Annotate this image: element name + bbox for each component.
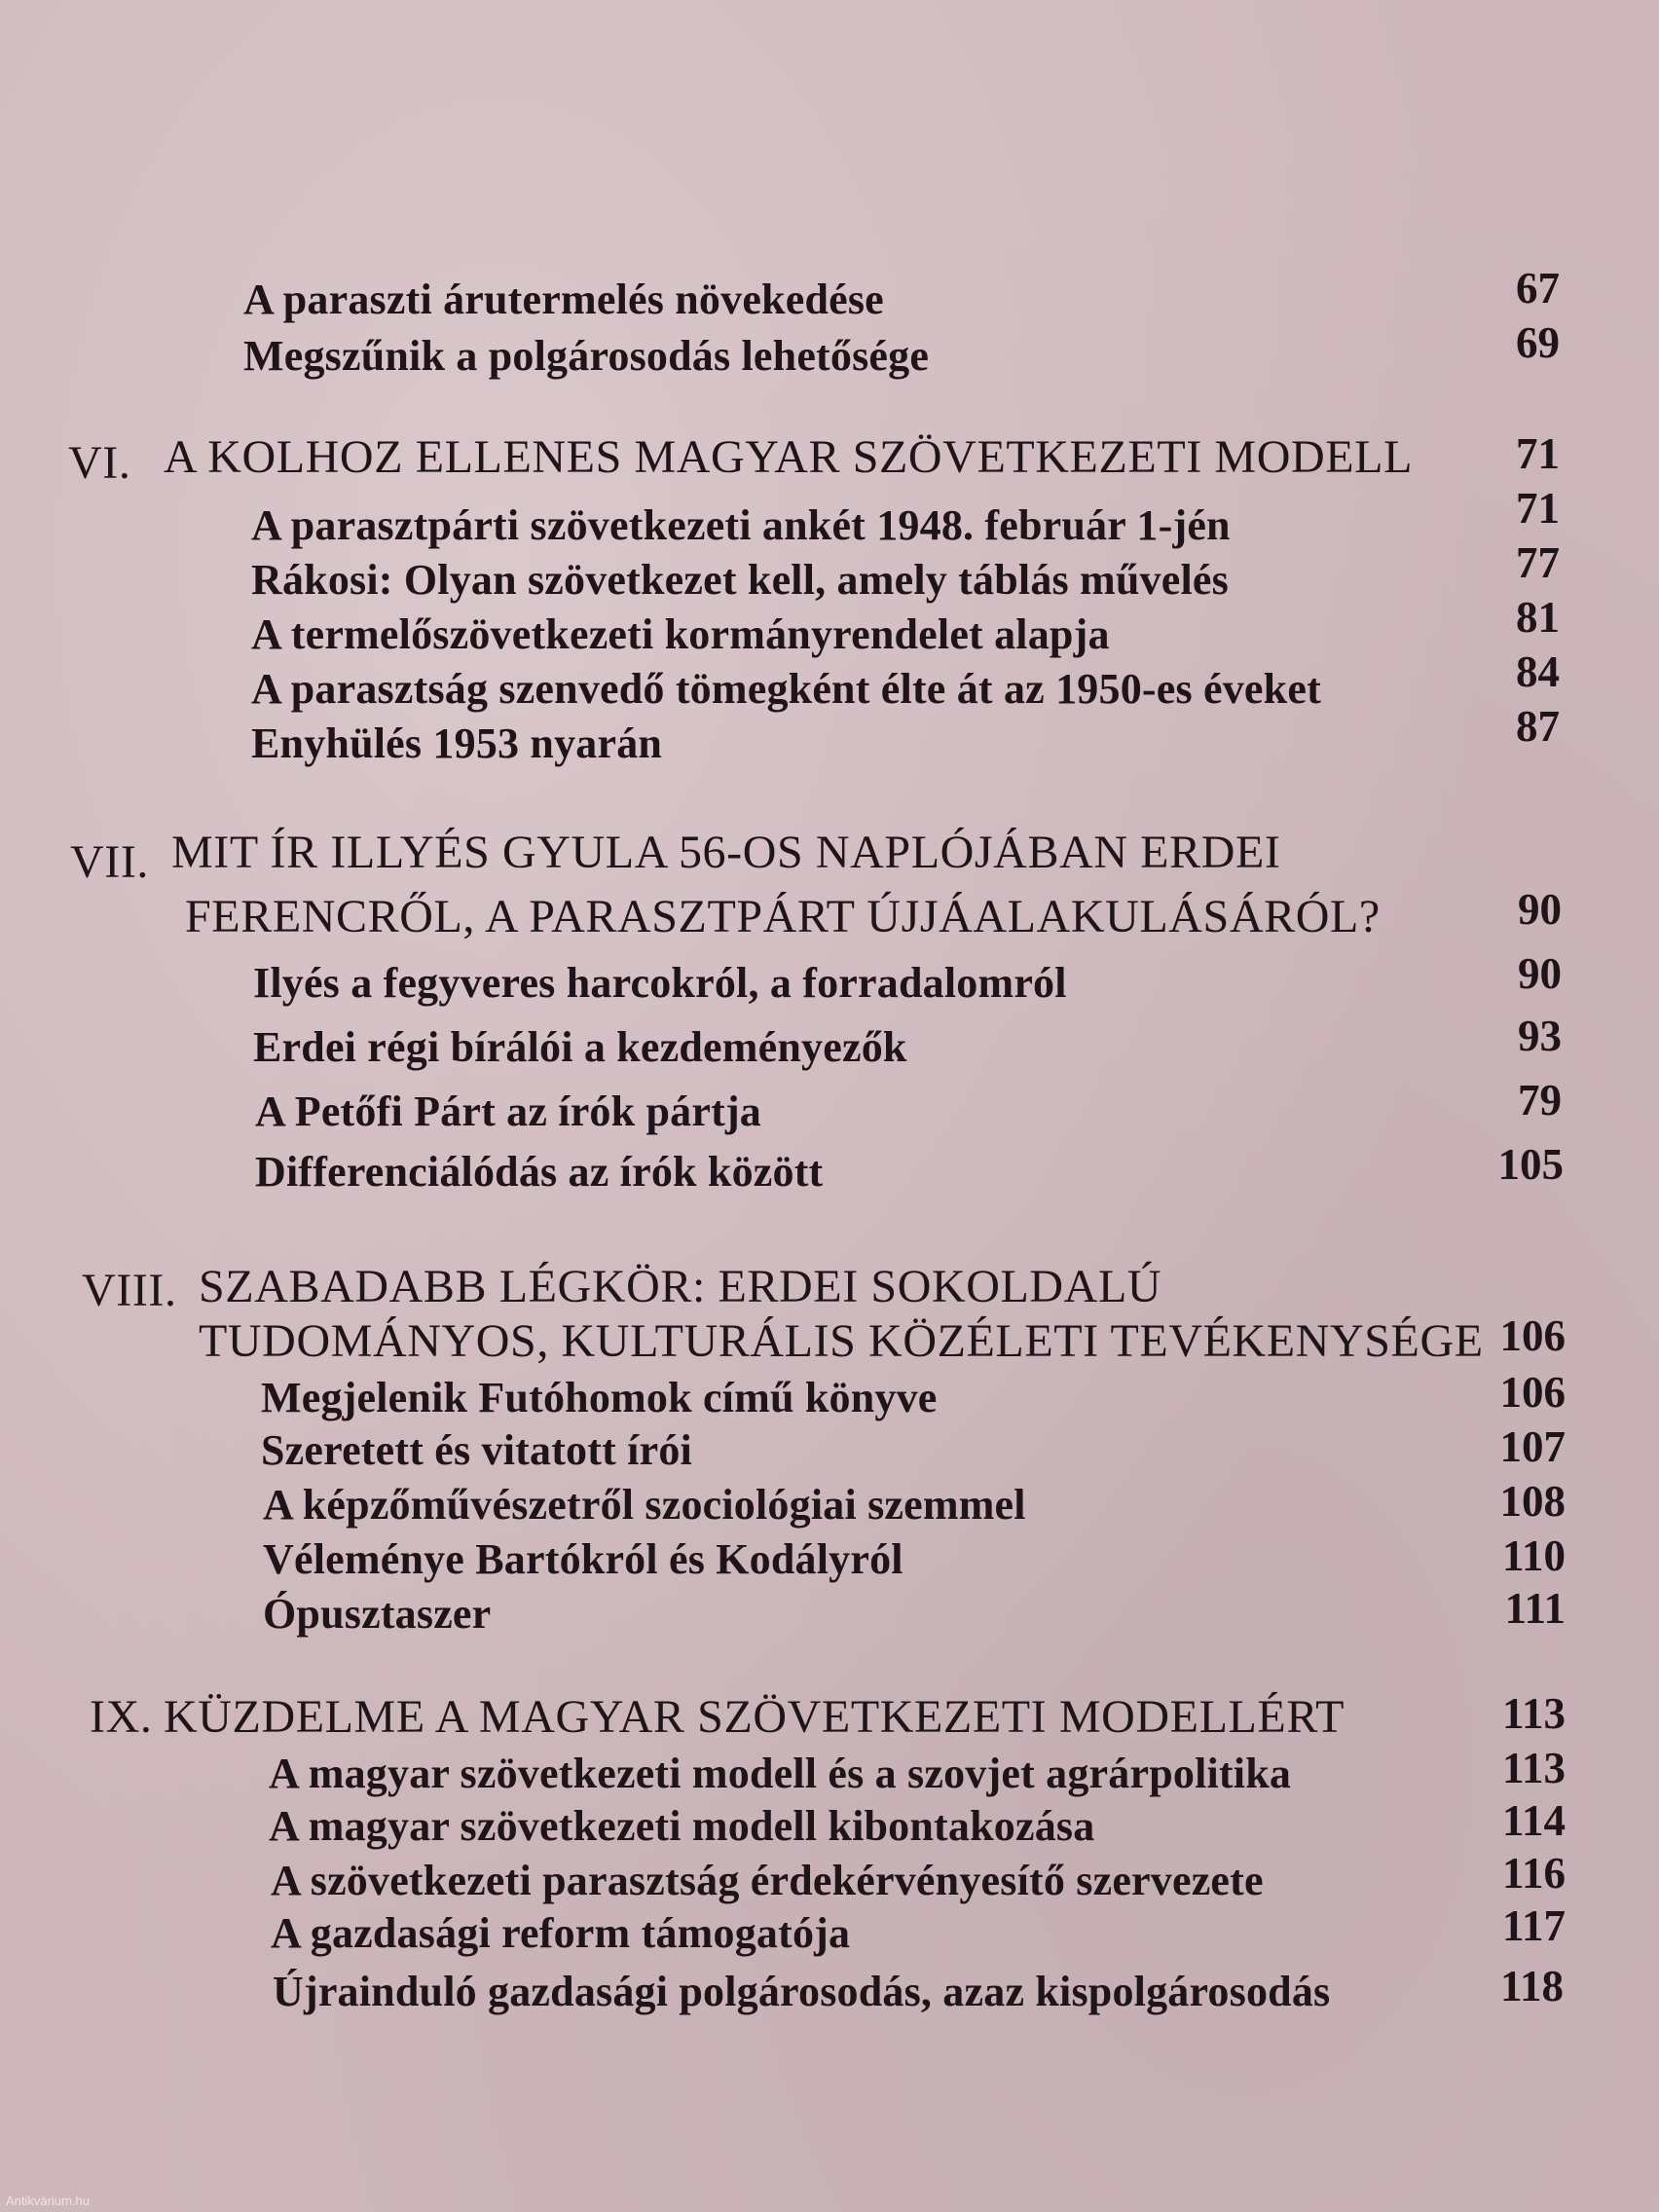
toc-entry-title: Szeretett és vitatott írói	[261, 1426, 692, 1474]
toc-entry-page: 107	[1499, 1422, 1566, 1471]
toc-entry-page: 118	[1499, 1962, 1564, 2010]
toc-entry-page: 106	[1499, 1311, 1566, 1360]
toc-entry-title: A Petőfi Párt az írók pártja	[255, 1088, 762, 1135]
watermark: Antikvárium.hu	[6, 2194, 90, 2208]
toc-entry-title: A magyar szövetkezeti modell kibontakozása	[269, 1802, 1095, 1850]
chapter-title: SZABADABB LÉGKÖR: ERDEI SOKOLDALÚ	[199, 1261, 1162, 1312]
chapter-title-continued: FERENCRŐL, A PARASZTPÁRT ÚJJÁALAKULÁSÁRÓL?	[185, 891, 1381, 942]
toc-entry-title: A képzőművészetről szociológiai szemmel	[263, 1481, 1026, 1529]
toc-entry-page: 79	[1518, 1076, 1562, 1124]
toc-entry-title: A szövetkezeti parasztság érdekérvényesítő szervezete	[271, 1857, 1264, 1904]
toc-entry-page: 90	[1518, 949, 1562, 998]
toc-entry-page: 106	[1499, 1368, 1566, 1417]
toc-entry-title: Megszűnik a polgárosodás lehetősége	[243, 332, 930, 380]
toc-entry-title: A paraszti árutermelés növekedése	[243, 276, 884, 323]
toc-entry-page: 110	[1501, 1531, 1566, 1580]
toc-entry-title: Újrainduló gazdasági polgárosodás, azaz kispolgárosodás	[273, 1968, 1331, 2015]
toc-entry-page: 77	[1516, 538, 1560, 587]
toc-entry-title: Enyhülés 1953 nyarán	[251, 719, 663, 767]
chapter-number: VII.	[70, 836, 150, 888]
toc-entry-page: 114	[1501, 1796, 1566, 1845]
toc-entry-page: 71	[1516, 429, 1560, 478]
toc-entry-title: A parasztság szenvedő tömegként élte át az 1950-es éveket	[251, 665, 1321, 713]
chapter-title: MIT ÍR ILLYÉS GYULA 56-OS NAPLÓJÁBAN ERDEI	[171, 827, 1281, 878]
chapter-number: IX.	[90, 1691, 153, 1743]
toc-entry-page: 81	[1516, 593, 1560, 642]
toc-entry-title: A gazdasági reform támogatója	[271, 1909, 851, 1957]
chapter-number: VIII.	[82, 1265, 177, 1316]
chapter-title: A KOLHOZ ELLENES MAGYAR SZÖVETKEZETI MODELL	[164, 431, 1413, 483]
toc-entry-title: A magyar szövetkezeti modell és a szovjet agrárpolitika	[269, 1750, 1292, 1797]
toc-entry-title: Véleménye Bartókról és Kodályról	[263, 1535, 903, 1583]
toc-entry-page: 105	[1497, 1140, 1564, 1189]
toc-entry-title: Ópusztaszer	[263, 1590, 492, 1638]
chapter-title: KÜZDELME A MAGYAR SZÖVETKEZETI MODELLÉRT	[164, 1691, 1346, 1743]
toc-entry-title: Erdei régi bírálói a kezdeményezők	[253, 1023, 907, 1071]
toc-entry-title: Ilyés a fegyveres harcokról, a forradalomról	[253, 959, 1067, 1007]
toc-entry-page: 113	[1501, 1689, 1566, 1738]
toc-entry-page: 84	[1516, 647, 1560, 696]
toc-entry-page: 67	[1516, 264, 1560, 313]
toc-entry-title: Differenciálódás az írók között	[255, 1148, 824, 1196]
toc-entry-page: 111	[1504, 1584, 1566, 1633]
toc-entry-title: A termelőszövetkezeti kormányrendelet alapja	[251, 610, 1110, 658]
chapter-number: VI.	[68, 437, 131, 489]
toc-entry-page: 71	[1516, 484, 1560, 533]
toc-entry-title: Rákosi: Olyan szövetkezet kell, amely táblás művelés	[251, 556, 1229, 604]
toc-entry-title: Megjelenik Futóhomok című könyve	[261, 1374, 938, 1421]
toc-entry-page: 90	[1518, 885, 1562, 934]
toc-entry-title: A parasztpárti szövetkezeti ankét 1948. február 1-jén	[251, 501, 1231, 549]
toc-entry-page: 69	[1516, 318, 1560, 367]
toc-entry-page: 108	[1499, 1477, 1566, 1526]
toc-entry-page: 87	[1516, 702, 1560, 751]
toc-entry-page: 93	[1518, 1012, 1562, 1060]
toc-entry-page: 117	[1501, 1901, 1566, 1950]
chapter-title-continued: TUDOMÁNYOS, KULTURÁLIS KÖZÉLETI TEVÉKENYSÉGE	[199, 1315, 1484, 1367]
toc-entry-page: 113	[1501, 1744, 1566, 1792]
toc-entry-page: 116	[1501, 1849, 1566, 1898]
